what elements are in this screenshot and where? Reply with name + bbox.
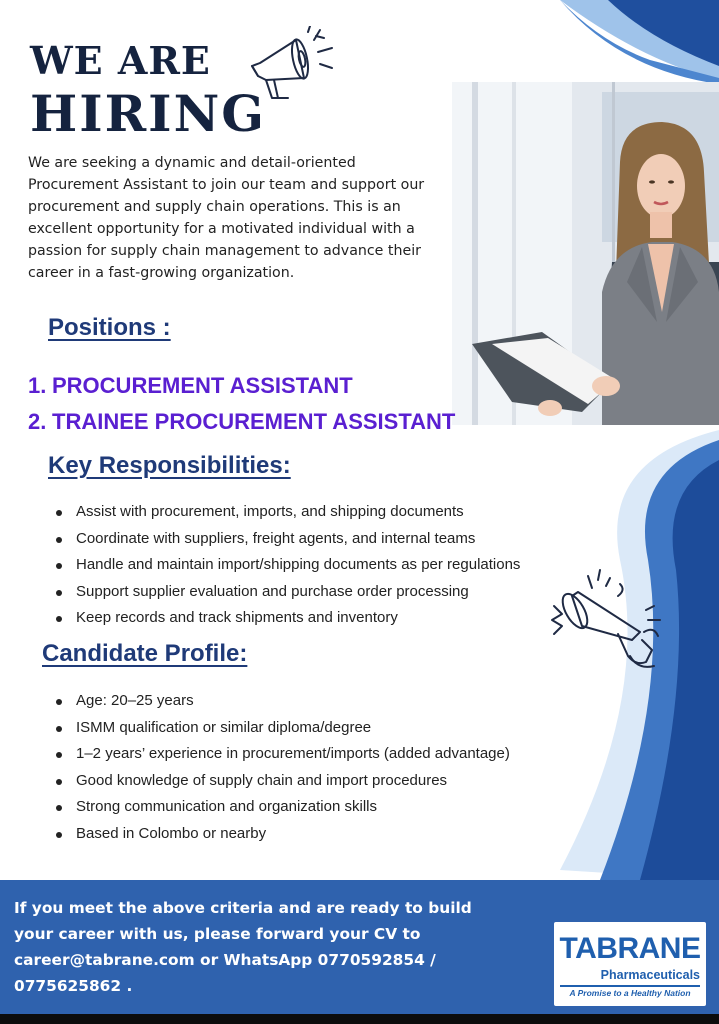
tabrane-logo [554,922,706,1006]
logo-subtitle: Pharmaceuticals [600,968,700,982]
positions-list [28,368,455,440]
bottom-bar [0,1014,719,1024]
hand-megaphone-icon [548,566,668,678]
list-item: Strong communication and organization skills [52,794,510,821]
logo-name: TABRANE [559,932,701,965]
position-title: TRAINEE PROCUREMENT ASSISTANT [52,409,456,434]
megaphone-icon [248,26,344,106]
woman-holding-document-photo [452,82,719,425]
position-item: 1. PROCUREMENT ASSISTANT [28,373,353,398]
positions-heading: Positions : [48,314,171,341]
list-item: 1–2 years’ experience in procurement/imports (added advantage) [52,741,510,768]
list-item: Handle and maintain import/shipping documents as per regulations [52,552,520,579]
footer-line: your career with us, please forward your CV to [14,925,421,943]
responsibilities-list [52,499,520,632]
list-item: Coordinate with suppliers, freight agents, and internal teams [52,526,520,553]
list-item: Assist with procurement, imports, and shipping documents [52,499,520,526]
list-item: ISMM qualification or similar diploma/degree [52,715,510,742]
key-responsibilities-heading: Key Responsibilities: [48,452,291,479]
position-title: PROCUREMENT ASSISTANT [52,373,353,398]
list-item: Keep records and track shipments and inventory [52,605,520,632]
logo-tagline: A Promise to a Healthy Nation [569,988,691,998]
logo-divider [560,985,700,987]
headline-hiring: HIRING [30,84,266,143]
list-item: Based in Colombo or nearby [52,821,510,848]
list-item: Age: 20–25 years [52,688,510,715]
application-instructions [14,895,534,999]
intro-paragraph: We are seeking a dynamic and detail-oriented Procurement Assistant to join our team and support our procurement and supply chain operations. This is an excellent opportunity for a motivated individual with a passion for supply chain management to advance their career in a fast-growing organization. [28,155,425,281]
footer-line: 0775625862 . [14,977,133,995]
list-item: Support supplier evaluation and purchase order processing [52,579,520,606]
footer-line: career@tabrane.com or WhatsApp 0770592854 / [14,951,436,969]
headline-we-are: WE ARE [30,38,211,83]
list-item: Good knowledge of supply chain and import procedures [52,768,510,795]
footer-line: If you meet the above criteria and are ready to build [14,899,472,917]
candidate-profile-list [52,688,510,847]
position-item: 2. TRAINEE PROCUREMENT ASSISTANT [28,409,456,434]
candidate-profile-heading: Candidate Profile: [42,640,248,667]
